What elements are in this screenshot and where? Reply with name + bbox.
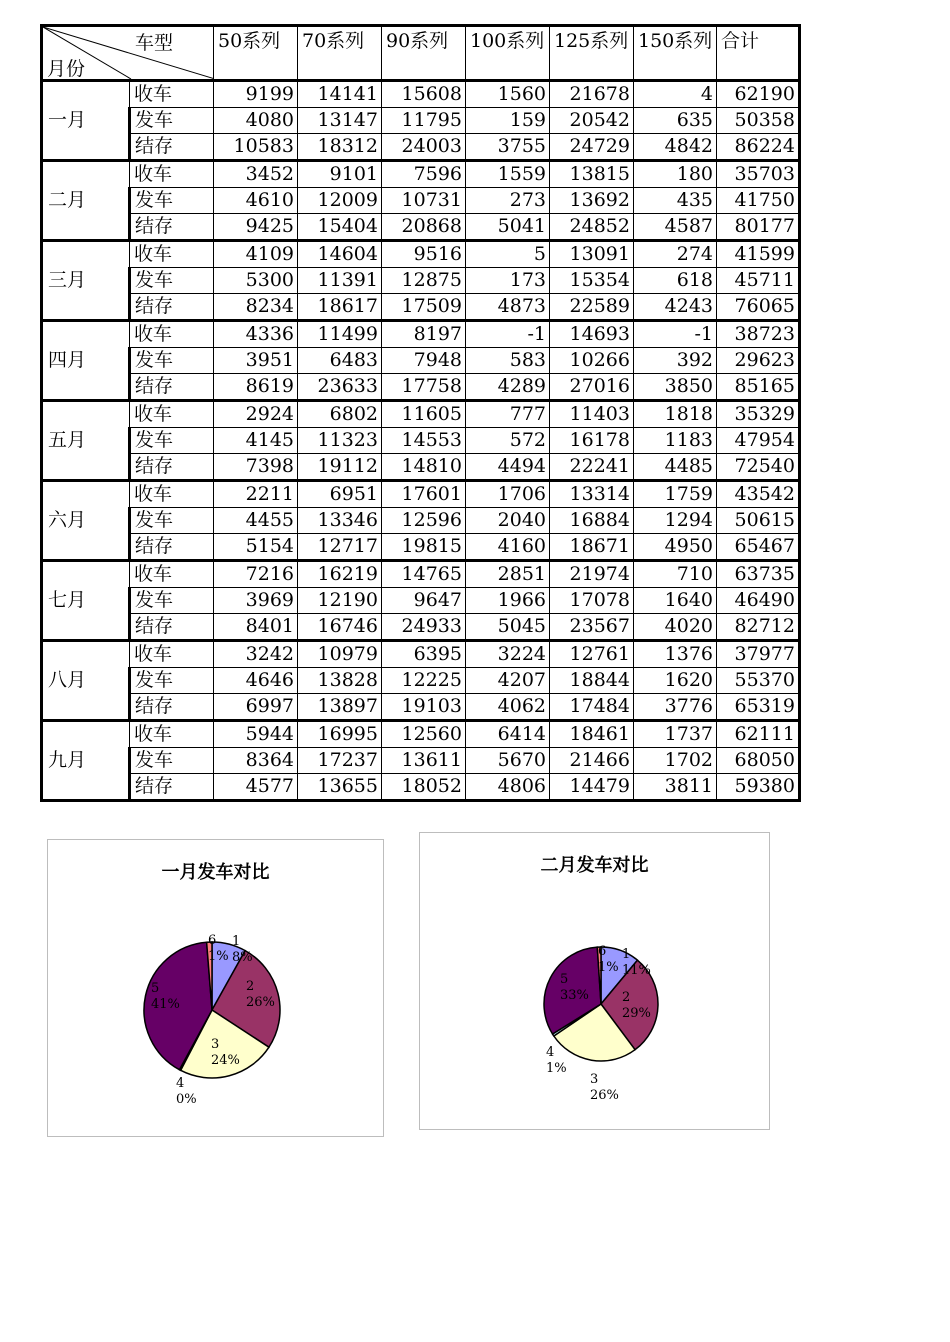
value-cell: 18461: [550, 721, 634, 748]
month-label-cell: 五月: [42, 401, 130, 481]
value-cell: 62111: [717, 721, 800, 748]
value-cell: 4950: [634, 534, 717, 561]
value-cell: 11605: [382, 401, 466, 428]
value-cell: 10583: [214, 134, 298, 161]
value-cell: 3224: [466, 641, 550, 668]
value-cell: 46490: [717, 588, 800, 614]
value-cell: 2924: [214, 401, 298, 428]
value-cell: 12560: [382, 721, 466, 748]
value-cell: 1640: [634, 588, 717, 614]
row-type-cell: 收车: [130, 561, 214, 588]
slice-percent-3: 24%: [211, 1053, 240, 1068]
table-row: [42, 454, 800, 481]
column-header-total: 合计: [717, 26, 800, 81]
table-row: [42, 401, 800, 428]
row-type-cell: 收车: [130, 401, 214, 428]
value-cell: 63735: [717, 561, 800, 588]
value-cell: 572: [466, 428, 550, 454]
value-cell: 13897: [298, 694, 382, 721]
table-row: [42, 188, 800, 214]
column-header-90: 90系列: [382, 26, 466, 81]
value-cell: 24003: [382, 134, 466, 161]
value-cell: 8234: [214, 294, 298, 321]
value-cell: 15404: [298, 214, 382, 241]
value-cell: 12717: [298, 534, 382, 561]
corner-month-label: 月份: [47, 58, 86, 80]
value-cell: 4610: [214, 188, 298, 214]
value-cell: 3776: [634, 694, 717, 721]
value-cell: 710: [634, 561, 717, 588]
table-row: [42, 134, 800, 161]
value-cell: 2851: [466, 561, 550, 588]
value-cell: 4455: [214, 508, 298, 534]
value-cell: 2211: [214, 481, 298, 508]
table-row: [42, 294, 800, 321]
row-type-cell: 收车: [130, 321, 214, 348]
month-label-cell: 八月: [42, 641, 130, 721]
value-cell: 17078: [550, 588, 634, 614]
table-row: [42, 508, 800, 534]
value-cell: 435: [634, 188, 717, 214]
slice-label-2: 2: [246, 979, 255, 994]
table-row: [42, 721, 800, 748]
value-cell: 68050: [717, 748, 800, 774]
value-cell: 9199: [214, 81, 298, 108]
row-type-cell: 发车: [130, 348, 214, 374]
slice-label-1: 1: [232, 934, 241, 949]
value-cell: 8619: [214, 374, 298, 401]
row-type-cell: 结存: [130, 134, 214, 161]
value-cell: 11323: [298, 428, 382, 454]
value-cell: 5045: [466, 614, 550, 641]
value-cell: 4020: [634, 614, 717, 641]
value-cell: 13346: [298, 508, 382, 534]
value-cell: 13692: [550, 188, 634, 214]
table-row: [42, 641, 800, 668]
value-cell: 3850: [634, 374, 717, 401]
value-cell: 14553: [382, 428, 466, 454]
value-cell: 13091: [550, 241, 634, 268]
row-type-cell: 发车: [130, 508, 214, 534]
table-row: [42, 694, 800, 721]
value-cell: 7948: [382, 348, 466, 374]
value-cell: 18312: [298, 134, 382, 161]
chart-title: 二月发车对比: [540, 855, 649, 876]
value-cell: 76065: [717, 294, 800, 321]
value-cell: 14604: [298, 241, 382, 268]
value-cell: 5154: [214, 534, 298, 561]
value-cell: 37977: [717, 641, 800, 668]
chart-title: 一月发车对比: [161, 862, 270, 883]
row-type-cell: 结存: [130, 694, 214, 721]
month-label-cell: 四月: [42, 321, 130, 401]
value-cell: 38723: [717, 321, 800, 348]
table-row: [42, 108, 800, 134]
row-type-cell: 结存: [130, 614, 214, 641]
value-cell: 24933: [382, 614, 466, 641]
table-row: [42, 481, 800, 508]
slice-percent-6: 1%: [598, 960, 619, 975]
value-cell: 35329: [717, 401, 800, 428]
value-cell: 35703: [717, 161, 800, 188]
value-cell: 14765: [382, 561, 466, 588]
value-cell: 1560: [466, 81, 550, 108]
row-type-cell: 发车: [130, 428, 214, 454]
value-cell: 12190: [298, 588, 382, 614]
value-cell: 4160: [466, 534, 550, 561]
value-cell: -1: [634, 321, 717, 348]
value-cell: 23633: [298, 374, 382, 401]
value-cell: 4842: [634, 134, 717, 161]
value-cell: 4289: [466, 374, 550, 401]
value-cell: 86224: [717, 134, 800, 161]
corner-vehicle-type-label: 车型: [135, 32, 174, 54]
value-cell: 12875: [382, 268, 466, 294]
value-cell: 6414: [466, 721, 550, 748]
value-cell: 3755: [466, 134, 550, 161]
value-cell: 3811: [634, 774, 717, 801]
column-header-100: 100系列: [466, 26, 550, 81]
row-type-cell: 收车: [130, 721, 214, 748]
value-cell: 583: [466, 348, 550, 374]
value-cell: 274: [634, 241, 717, 268]
column-header-50: 50系列: [214, 26, 298, 81]
value-cell: 180: [634, 161, 717, 188]
value-cell: 17601: [382, 481, 466, 508]
value-cell: 4109: [214, 241, 298, 268]
shipment-table: [40, 24, 801, 802]
slice-percent-5: 33%: [560, 988, 589, 1003]
month-label-cell: 一月: [42, 81, 130, 161]
value-cell: 5300: [214, 268, 298, 294]
value-cell: 6802: [298, 401, 382, 428]
row-type-cell: 结存: [130, 294, 214, 321]
slice-label-5: 5: [151, 981, 160, 996]
column-header-125: 125系列: [550, 26, 634, 81]
value-cell: 777: [466, 401, 550, 428]
value-cell: 11499: [298, 321, 382, 348]
value-cell: 392: [634, 348, 717, 374]
table-row: [42, 534, 800, 561]
value-cell: 21466: [550, 748, 634, 774]
slice-percent-3: 26%: [590, 1088, 619, 1103]
value-cell: 5: [466, 241, 550, 268]
value-cell: 19112: [298, 454, 382, 481]
slice-percent-4: 1%: [546, 1061, 567, 1076]
value-cell: 16995: [298, 721, 382, 748]
value-cell: 22241: [550, 454, 634, 481]
value-cell: 16219: [298, 561, 382, 588]
slice-percent-6: 1%: [208, 949, 229, 964]
value-cell: 17237: [298, 748, 382, 774]
table-row: [42, 214, 800, 241]
row-type-cell: 收车: [130, 241, 214, 268]
value-cell: 13655: [298, 774, 382, 801]
slice-label-6: 6: [208, 933, 217, 948]
value-cell: 27016: [550, 374, 634, 401]
value-cell: 29623: [717, 348, 800, 374]
value-cell: 10979: [298, 641, 382, 668]
value-cell: 1620: [634, 668, 717, 694]
value-cell: 21678: [550, 81, 634, 108]
slice-label-3: 3: [590, 1072, 599, 1087]
value-cell: 7216: [214, 561, 298, 588]
value-cell: 18671: [550, 534, 634, 561]
value-cell: 159: [466, 108, 550, 134]
value-cell: 5041: [466, 214, 550, 241]
value-cell: 5670: [466, 748, 550, 774]
table-row: [42, 241, 800, 268]
value-cell: 72540: [717, 454, 800, 481]
value-cell: 15354: [550, 268, 634, 294]
row-type-cell: 结存: [130, 534, 214, 561]
row-type-cell: 结存: [130, 374, 214, 401]
slice-percent-5: 41%: [151, 997, 180, 1012]
value-cell: 4: [634, 81, 717, 108]
value-cell: 6395: [382, 641, 466, 668]
value-cell: 1294: [634, 508, 717, 534]
month-label-cell: 九月: [42, 721, 130, 801]
table-row: [42, 748, 800, 774]
month-label-cell: 六月: [42, 481, 130, 561]
value-cell: 1183: [634, 428, 717, 454]
pie-plot-area: [420, 833, 769, 1129]
table-row: [42, 774, 800, 801]
value-cell: 6997: [214, 694, 298, 721]
table-row: [42, 588, 800, 614]
value-cell: 9647: [382, 588, 466, 614]
value-cell: 11391: [298, 268, 382, 294]
row-type-cell: 发车: [130, 748, 214, 774]
value-cell: 47954: [717, 428, 800, 454]
row-type-cell: 发车: [130, 268, 214, 294]
value-cell: 45711: [717, 268, 800, 294]
row-type-cell: 发车: [130, 188, 214, 214]
value-cell: 4494: [466, 454, 550, 481]
value-cell: 1966: [466, 588, 550, 614]
value-cell: 17758: [382, 374, 466, 401]
value-cell: 5944: [214, 721, 298, 748]
value-cell: 17509: [382, 294, 466, 321]
value-cell: 4336: [214, 321, 298, 348]
row-type-cell: 收车: [130, 641, 214, 668]
value-cell: 1702: [634, 748, 717, 774]
value-cell: 9425: [214, 214, 298, 241]
value-cell: 15608: [382, 81, 466, 108]
value-cell: 1737: [634, 721, 717, 748]
value-cell: 173: [466, 268, 550, 294]
table-row: [42, 321, 800, 348]
column-header-150: 150系列: [634, 26, 717, 81]
value-cell: 1706: [466, 481, 550, 508]
table-row: [42, 81, 800, 108]
value-cell: 14479: [550, 774, 634, 801]
value-cell: 19103: [382, 694, 466, 721]
value-cell: 4145: [214, 428, 298, 454]
value-cell: 17484: [550, 694, 634, 721]
value-cell: 12596: [382, 508, 466, 534]
value-cell: 3242: [214, 641, 298, 668]
value-cell: 62190: [717, 81, 800, 108]
value-cell: 20542: [550, 108, 634, 134]
value-cell: 50358: [717, 108, 800, 134]
value-cell: 43542: [717, 481, 800, 508]
value-cell: 24729: [550, 134, 634, 161]
value-cell: 13147: [298, 108, 382, 134]
value-cell: 9101: [298, 161, 382, 188]
value-cell: 618: [634, 268, 717, 294]
value-cell: 1559: [466, 161, 550, 188]
value-cell: 59380: [717, 774, 800, 801]
value-cell: 4577: [214, 774, 298, 801]
value-cell: 65467: [717, 534, 800, 561]
slice-percent-4: 0%: [176, 1092, 197, 1107]
row-type-cell: 收车: [130, 161, 214, 188]
value-cell: 10731: [382, 188, 466, 214]
value-cell: 19815: [382, 534, 466, 561]
value-cell: 4080: [214, 108, 298, 134]
value-cell: 21974: [550, 561, 634, 588]
value-cell: 41750: [717, 188, 800, 214]
value-cell: 7398: [214, 454, 298, 481]
value-cell: 18617: [298, 294, 382, 321]
value-cell: 6483: [298, 348, 382, 374]
value-cell: 4207: [466, 668, 550, 694]
value-cell: 23567: [550, 614, 634, 641]
value-cell: 14810: [382, 454, 466, 481]
value-cell: 20868: [382, 214, 466, 241]
table-row: [42, 161, 800, 188]
data-sheet: [40, 24, 797, 802]
value-cell: 24852: [550, 214, 634, 241]
value-cell: 85165: [717, 374, 800, 401]
column-header-70: 70系列: [298, 26, 382, 81]
slice-label-5: 5: [560, 972, 569, 987]
value-cell: 12225: [382, 668, 466, 694]
value-cell: 4806: [466, 774, 550, 801]
pie-plot-area: [48, 840, 383, 1136]
value-cell: 22589: [550, 294, 634, 321]
value-cell: 3951: [214, 348, 298, 374]
value-cell: 1759: [634, 481, 717, 508]
table-row: [42, 614, 800, 641]
value-cell: 4587: [634, 214, 717, 241]
slice-label-1: 1: [622, 947, 631, 962]
slice-percent-1: 8%: [232, 950, 253, 965]
corner-header-cell: [42, 26, 214, 81]
table-row: [42, 561, 800, 588]
row-type-cell: 结存: [130, 454, 214, 481]
value-cell: 80177: [717, 214, 800, 241]
month-label-cell: 二月: [42, 161, 130, 241]
value-cell: 65319: [717, 694, 800, 721]
value-cell: 7596: [382, 161, 466, 188]
value-cell: 2040: [466, 508, 550, 534]
value-cell: 9516: [382, 241, 466, 268]
value-cell: -1: [466, 321, 550, 348]
value-cell: 13314: [550, 481, 634, 508]
value-cell: 16178: [550, 428, 634, 454]
row-type-cell: 发车: [130, 588, 214, 614]
header-row: [42, 26, 800, 81]
value-cell: 3969: [214, 588, 298, 614]
row-type-cell: 结存: [130, 774, 214, 801]
value-cell: 8401: [214, 614, 298, 641]
row-type-cell: 结存: [130, 214, 214, 241]
row-type-cell: 收车: [130, 481, 214, 508]
value-cell: 41599: [717, 241, 800, 268]
value-cell: 1818: [634, 401, 717, 428]
value-cell: 273: [466, 188, 550, 214]
slice-label-4: 4: [176, 1076, 185, 1091]
value-cell: 4873: [466, 294, 550, 321]
value-cell: 13815: [550, 161, 634, 188]
value-cell: 18052: [382, 774, 466, 801]
table-row: [42, 428, 800, 454]
feb-shipment-pie-chart: [419, 832, 770, 1130]
value-cell: 1376: [634, 641, 717, 668]
row-type-cell: 收车: [130, 81, 214, 108]
slice-label-4: 4: [546, 1045, 555, 1060]
slice-percent-2: 26%: [246, 995, 275, 1010]
value-cell: 13828: [298, 668, 382, 694]
value-cell: 11403: [550, 401, 634, 428]
month-label-cell: 三月: [42, 241, 130, 321]
month-label-cell: 七月: [42, 561, 130, 641]
table-row: [42, 668, 800, 694]
value-cell: 16884: [550, 508, 634, 534]
value-cell: 12009: [298, 188, 382, 214]
row-type-cell: 发车: [130, 108, 214, 134]
slice-percent-2: 29%: [622, 1006, 651, 1021]
value-cell: 11795: [382, 108, 466, 134]
value-cell: 4062: [466, 694, 550, 721]
slice-percent-1: 11%: [622, 963, 651, 978]
value-cell: 14693: [550, 321, 634, 348]
value-cell: 10266: [550, 348, 634, 374]
slice-label-3: 3: [211, 1037, 220, 1052]
value-cell: 4243: [634, 294, 717, 321]
slice-label-6: 6: [598, 944, 607, 959]
value-cell: 82712: [717, 614, 800, 641]
value-cell: 8364: [214, 748, 298, 774]
slice-label-2: 2: [622, 990, 631, 1005]
table-row: [42, 374, 800, 401]
value-cell: 8197: [382, 321, 466, 348]
value-cell: 12761: [550, 641, 634, 668]
value-cell: 6951: [298, 481, 382, 508]
value-cell: 16746: [298, 614, 382, 641]
value-cell: 13611: [382, 748, 466, 774]
value-cell: 55370: [717, 668, 800, 694]
table-row: [42, 268, 800, 294]
table-row: [42, 348, 800, 374]
jan-shipment-pie-chart: [47, 839, 384, 1137]
value-cell: 18844: [550, 668, 634, 694]
value-cell: 50615: [717, 508, 800, 534]
value-cell: 14141: [298, 81, 382, 108]
value-cell: 3452: [214, 161, 298, 188]
row-type-cell: 发车: [130, 668, 214, 694]
value-cell: 4646: [214, 668, 298, 694]
value-cell: 635: [634, 108, 717, 134]
value-cell: 4485: [634, 454, 717, 481]
